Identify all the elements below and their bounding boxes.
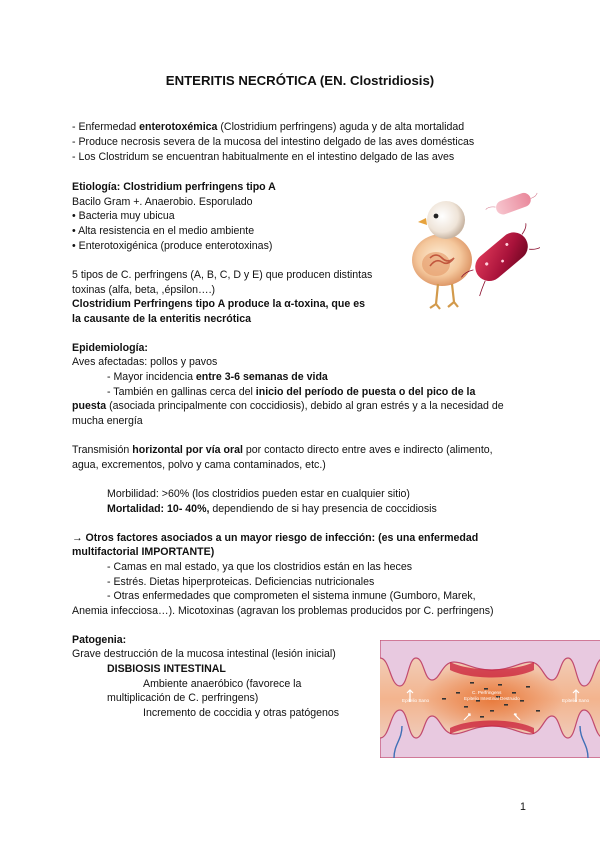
patogenia-heading: Patogenia: <box>72 634 127 646</box>
epidemiologia-line: Aves afectadas: pollos y pavos <box>72 356 218 368</box>
factores-heading: multifactorial IMPORTANTE) <box>72 546 215 558</box>
etiologia-bullet: • Alta resistencia en el medio ambiente <box>72 225 255 237</box>
morbilidad-line: Morbilidad: >60% (los clostridios pueden estar en cualquier sitio) <box>107 488 410 500</box>
intro-line-2: - Produce necrosis severa de la mucosa del intestino delgado de las aves domésticas <box>72 136 475 148</box>
patogenia-line: Ambiente anaeróbico (favorece la <box>143 678 302 690</box>
etiologia-line: toxinas (alfa, beta, ,épsilon….) <box>72 284 216 296</box>
factores-line: Anemia infecciosa…). Micotoxinas (agravan los problemas producidos por C. perfringens) <box>72 605 494 617</box>
etiologia-bold-line: la causante de la enteritis necrótica <box>72 313 251 325</box>
patogenia-line: multiplicación de C. perfringens) <box>107 692 259 704</box>
factores-line: - Estrés. Dietas hiperproteicas. Deficiencias nutricionales <box>107 576 375 588</box>
figure-label-center: C. Perfringens <box>472 690 502 695</box>
chick-beak <box>418 218 427 225</box>
epidemiologia-line: - También en gallinas cerca del inicio del período de puesta o del pico de la <box>107 386 476 398</box>
chick-leg <box>430 284 440 309</box>
figure-label-center: Epitelio Intestinal Destruido <box>464 696 520 701</box>
intestinal-epithelium-figure <box>380 640 600 758</box>
chick-head <box>427 201 465 239</box>
page-number: 1 <box>520 801 526 813</box>
chick-eye <box>434 214 439 219</box>
etiologia-heading: Etiología: Clostridium perfringens tipo A <box>72 181 276 193</box>
bacterium-small <box>485 188 540 220</box>
factores-heading: → Otros factores asociados a un mayor riesgo de infección: (es una enfermedad <box>72 532 479 544</box>
transmision-line: Transmisión horizontal por vía oral por contacto directo entre aves e indirecto (alimento, <box>72 444 493 456</box>
chick-bacteria-illustration <box>400 178 540 318</box>
figure-label-right: Epitelio Sano <box>562 698 590 703</box>
etiologia-bullet: • Bacteria muy ubicua <box>72 210 175 222</box>
figure-label-left: Epitelio Sano <box>402 698 430 703</box>
mortalidad-line: Mortalidad: 10- 40%, dependiendo de si hay presencia de coccidiosis <box>107 503 437 515</box>
intro-line-1: - Enfermedad enterotoxémica (Clostridium perfringens) aguda y de alta mortalidad <box>72 121 465 133</box>
epidemiologia-line: - Mayor incidencia entre 3-6 semanas de vida <box>107 371 328 383</box>
etiologia-bold-line: Clostridium Perfringens tipo A produce la α-toxina, que es <box>72 298 365 310</box>
patogenia-line: Grave destrucción de la mucosa intestinal (lesión inicial) <box>72 648 336 660</box>
patogenia-line: Incremento de coccidia y otras patógenos <box>143 707 340 719</box>
chick-leg <box>448 284 458 307</box>
epidemiologia-line: puesta (asociada principalmente con coccidiosis), debido al gran estrés y a la necesidad de <box>72 400 504 412</box>
page-title: ENTERITIS NECRÓTICA (EN. Clostridiosis) <box>165 73 435 88</box>
epidemiologia-line: mucha energía <box>72 415 143 427</box>
factores-line: - Camas en mal estado, ya que los clostridios están en las heces <box>107 561 413 573</box>
patogenia-line: DISBIOSIS INTESTINAL <box>107 663 226 675</box>
epidemiologia-heading: Epidemiología: <box>72 342 148 354</box>
transmision-line: agua, excrementos, polvo y cama contaminados, etc.) <box>72 459 326 471</box>
etiologia-line: Bacilo Gram +. Anaerobio. Esporulado <box>72 196 253 208</box>
etiologia-bullet: • Enterotoxigénica (produce enterotoxinas) <box>72 240 273 252</box>
factores-line: - Otras enfermedades que comprometen el sistema inmune (Gumboro, Marek, <box>107 590 476 602</box>
etiologia-line: 5 tipos de C. perfringens (A, B, C, D y E) que producen distintas <box>72 269 373 281</box>
intro-line-3: - Los Clostridum se encuentran habitualmente en el intestino delgado de las aves <box>72 151 455 163</box>
